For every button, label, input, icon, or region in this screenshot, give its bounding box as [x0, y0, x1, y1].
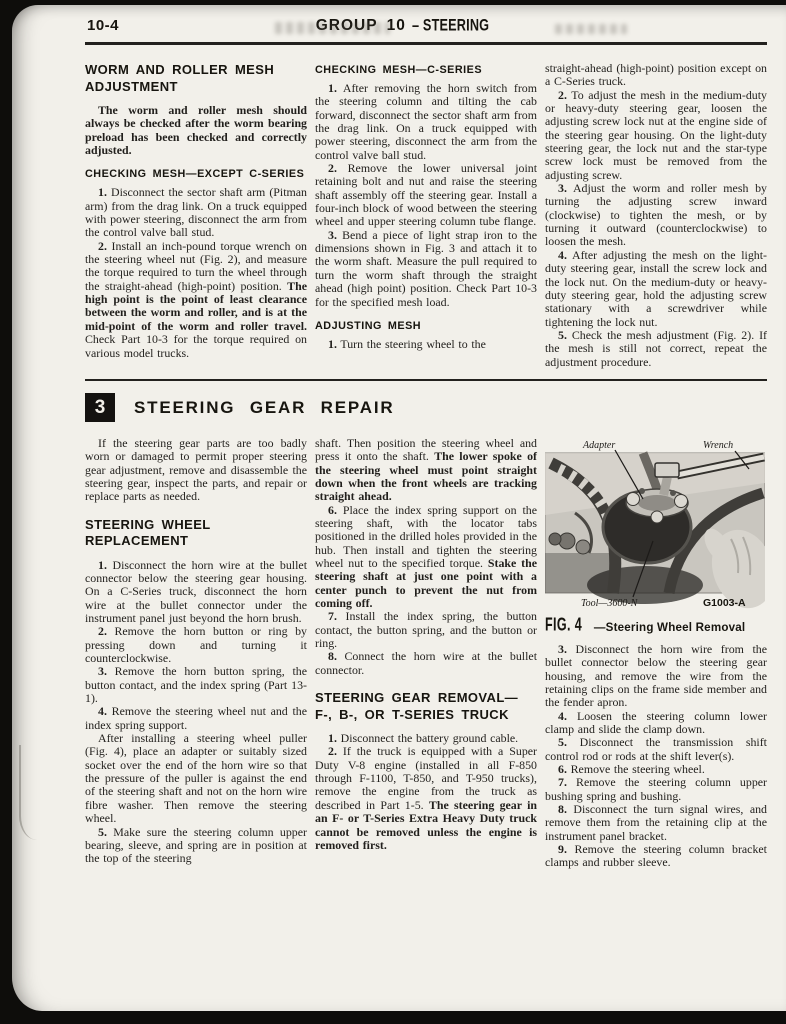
text-run: Remove the lower universal joint retaining bolt and nut and raise the steering shaft assembly off the steering gear. Install a four-inch block of wood between the steering wheel and upper steering column tube flange. [315, 161, 537, 229]
paragraph [315, 229, 537, 309]
bold-text-run: 3. [558, 641, 567, 656]
sub-heading: CHECKING MESH—C-SERIES [315, 64, 483, 76]
text-run: Bend a piece of light strap iron to the dimensions shown in Fig. 3 and attach it to the worm shaft. Measure the pull required to turn the worm shaft through the straight ahead (high point) position. Check Part 10-3 for the specified mesh load. [315, 227, 537, 309]
bold-text-run: 4. [98, 704, 107, 719]
bold-text-run: 1. [98, 185, 107, 200]
text-run: Turn the steering wheel to the [336, 336, 486, 351]
paragraph [85, 437, 307, 504]
paragraph [85, 625, 307, 665]
bold-text-run: Stake the steering shaft at just one point with a center punch to prevent the nut from coming off. [315, 556, 538, 611]
text-run: straight-ahead (high-point) position except on a C-Series truck. [545, 61, 767, 89]
text-run: Remove the steering column bracket clamps and rubber sleeve. [545, 842, 767, 870]
section-heading [85, 393, 767, 423]
figure-4-steering-wheel-removal [545, 437, 765, 636]
scan-smudge [555, 24, 627, 34]
figure-code: G1003-A [703, 596, 746, 609]
group-label: GROUP 10 [315, 17, 406, 34]
bold-text-run: 4. [558, 708, 567, 723]
figure-label-tool: Tool—3600-N [581, 597, 638, 609]
text-run: Check the mesh adjustment (Fig. 2). If the mesh is still not correct, repeat the adjustment procedure. [545, 327, 767, 369]
page-paper [12, 5, 786, 1011]
paragraph [545, 710, 767, 737]
text-run: shaft. Then position the steering wheel and press it onto the shaft. [315, 435, 537, 464]
bold-text-run: 2. [558, 87, 567, 102]
text-column [315, 437, 537, 870]
bold-text-run: 5. [558, 735, 567, 750]
paragraph [545, 763, 767, 776]
bold-text-run: 9. [558, 842, 567, 857]
bold-text-run: 3. [98, 664, 107, 679]
text-column [315, 62, 537, 369]
paragraph [315, 437, 537, 504]
text-run: Make sure the steering column upper bearing, sleeve, and spring are in position at the top of the steering [85, 824, 307, 866]
page-content [85, 13, 767, 870]
scan-smudge [275, 22, 390, 34]
article-heading: STEERING GEAR REMOVAL— F-, B-, OR T-SERIES TRUCK [315, 690, 519, 722]
text-run: Remove the horn button or ring by pressing down and turning it counterclockwise. [85, 624, 307, 666]
bold-text-run: 5. [558, 327, 567, 342]
three-column-text [85, 437, 767, 870]
paragraph [545, 736, 767, 763]
paragraph [545, 329, 767, 369]
paragraph [85, 104, 307, 157]
figure-label-adapter: Adapter [583, 439, 616, 451]
text-column [85, 437, 307, 870]
page-title [85, 17, 737, 35]
bold-text-run: 1. [328, 336, 337, 351]
bold-text-run: 5. [98, 824, 107, 839]
bold-text-run: 8. [328, 649, 337, 664]
paragraph [315, 610, 537, 650]
bold-text-run: 3. [328, 227, 337, 242]
text-run: To adjust the mesh in the medium-duty or heavy-duty steering gear, loosen the adjusting screw lock nut at the engine side of the steering gear housing. On the light-duty steering gear, the lock nut and the star-type screw lock must be removed from the adjusting screw. [545, 87, 767, 182]
paragraph [545, 776, 767, 803]
paragraph [315, 338, 537, 351]
text-run: Remove the horn button spring, the button contact, and the index spring (Part 13-1). [85, 664, 307, 706]
bold-text-run: The lower spoke of the steering wheel must point straight down when the front wheels are tracking straight ahead. [315, 449, 537, 504]
page-curl-shadow [19, 745, 37, 840]
text-run: Remove the steering wheel nut and the index spring support. [85, 704, 307, 732]
bold-text-run: The worm and roller mesh should always be checked after the worm bearing preload has been checked and correctly adjusted. [85, 103, 307, 158]
text-column [85, 62, 307, 369]
paragraph [315, 162, 537, 229]
article-heading: WORM AND ROLLER MESH ADJUSTMENT [85, 62, 275, 94]
bold-text-run: The steering gear in an F- or T-Series Extra Heavy Duty truck cannot be removed unless the engine is removed first. [315, 797, 537, 852]
text-run: After installing a steering wheel puller (Fig. 4), place an adapter or suitably sized socket over the end of the horn wire so that the pressure of the puller is against the end of the steering shaft and not on the horn wire fibre washer. Then remove the steering wheel. [85, 731, 307, 826]
figure-photo [545, 437, 765, 609]
paragraph [545, 803, 767, 843]
text-run: Check Part 10-3 for the torque required on various model trucks. [85, 332, 307, 360]
text-run: If the steering gear parts are too badly worn or damaged to permit proper steering gear adjustment, remove and disassemble the steering gear, inspect the parts, and repair or replace parts as needed. [85, 435, 307, 504]
section-number-box: 3 [85, 393, 115, 422]
page-number: 10-4 [87, 17, 120, 34]
bold-text-run: 6. [558, 762, 567, 776]
bold-text-run: 1. [328, 731, 337, 746]
text-run: Disconnect the transmission shift control rod or rods at the shift lever(s). [545, 735, 767, 763]
article-heading: STEERING WHEEL REPLACEMENT [85, 516, 211, 549]
paragraph [545, 182, 767, 249]
text-column [545, 437, 767, 870]
text-column [545, 62, 767, 369]
header-rule [85, 42, 767, 45]
bold-text-run: 2. [328, 161, 337, 176]
text-run: Disconnect the turn signal wires, and remove them from the retaining clip at the instrument panel bracket. [545, 802, 767, 843]
text-run: After removing the horn switch from the steering column and tilting the cab forward, disconnect the sector shaft arm from the drag link. On a truck equipped with power steering, disconnect the arm from the control valve ball stud. [315, 81, 537, 162]
text-run: If the truck is equipped with a Super Duty V-8 engine (installed in all F-850 through F-1100, T-850, and T-950 trucks), remove the engine from the truck as described in Part 1-5. [315, 744, 537, 812]
text-run: Disconnect the horn wire from the bullet connector below the steering gear housing, and remove the wire from the retaining clips on the frame side member and the fender apron. [545, 641, 767, 710]
text-run: Remove the steering wheel. [566, 762, 705, 776]
paragraph [85, 826, 307, 866]
bold-text-run: 6. [328, 502, 337, 517]
paragraph [315, 650, 537, 677]
text-run: Place the index spring support on the steering shaft, with the locator tabs positioned in the drilled holes provided in the hub. Then install and tighten the steering wheel nut to the specified torque. [315, 502, 537, 570]
text-run: Install the index spring, the button contact, the button spring, and the button or ring. [315, 609, 537, 651]
figure-number: FIG. 4 [545, 615, 583, 635]
bold-text-run: 8. [558, 802, 567, 817]
text-run: Disconnect the horn wire at the bullet connector below the steering gear housing. On a C-Series truck, disconnect the horn wire at the bullet connector under the instrument panel just beyond the horn brush. [85, 557, 307, 625]
bold-text-run: 4. [558, 247, 567, 262]
paragraph [315, 732, 537, 745]
figure-caption [545, 617, 765, 636]
bold-text-run: The high point is the point of least clearance between the worm and roller, and is at the mid-point of the worm and roller travel. [85, 278, 307, 333]
bold-text-run: 2. [98, 624, 107, 639]
paragraph [85, 559, 307, 626]
text-run: Install an inch-pound torque wrench on the steering wheel nut (Fig. 2), and measure the torque required to turn the wheel through the straight-ahead (high-point) position. [85, 238, 307, 293]
paragraph [85, 186, 307, 239]
paragraph [85, 705, 307, 732]
text-run: Connect the horn wire at the bullet connector. [315, 649, 537, 677]
section-divider-rule [85, 379, 767, 381]
bold-text-run: 2. [328, 744, 337, 759]
paragraph [315, 504, 537, 611]
paragraph [85, 240, 307, 360]
paragraph [545, 249, 767, 329]
bold-text-run: 1. [328, 81, 337, 95]
sub-heading: ADJUSTING MESH [315, 319, 422, 332]
text-run: Disconnect the sector shaft arm (Pitman arm) from the drag link. On a truck equipped with power steering, disconnect the arm from the control valve ball stud. [85, 185, 307, 240]
sub-heading: CHECKING MESH—EXCEPT C-SERIES [85, 168, 305, 181]
bold-text-run: 1. [98, 557, 107, 572]
paragraph [545, 62, 767, 89]
paragraph [315, 745, 537, 852]
paragraph [315, 82, 537, 162]
paragraph [545, 89, 767, 182]
section-worm-and-roller-mesh-adjustment [85, 62, 767, 369]
figure-label-wrench: Wrench [703, 439, 734, 451]
photo-steering-wheel-removal [545, 453, 765, 609]
text-run: Adjust the worm and roller mesh by turning the adjusting screw inward (clockwise) to tighten the mesh, or by turning it outward (counterclockwise) to loosen the mesh. [545, 181, 767, 249]
bold-text-run: 7. [328, 609, 337, 624]
paragraph [545, 843, 767, 870]
text-run: After adjusting the mesh on the light-duty steering gear, install the screw lock and the lock nut. On the medium-duty or heavy-duty steering gear, hold the adjusting screw stationary with a screwdriver while tightening the lock nut. [545, 247, 767, 329]
page-header [85, 13, 767, 41]
three-column-text [85, 62, 767, 369]
figure-title: —Steering Wheel Removal [593, 620, 746, 634]
text-run: Remove the steering column upper bushing spring and bushing. [545, 775, 767, 803]
section-steering-gear-repair [85, 393, 767, 870]
paragraph [545, 643, 767, 710]
paragraph [85, 665, 307, 705]
section-title: STEERING GEAR REPAIR [134, 397, 395, 417]
bold-text-run: 7. [558, 775, 567, 790]
paragraph [85, 732, 307, 825]
section-label: – STEERING [412, 16, 490, 35]
bold-text-run: 3. [558, 181, 567, 196]
bold-text-run: 2. [98, 238, 107, 253]
text-run: Loosen the steering column lower clamp and slide the clamp down. [545, 708, 767, 736]
text-run: Disconnect the battery ground cable. [336, 731, 519, 746]
